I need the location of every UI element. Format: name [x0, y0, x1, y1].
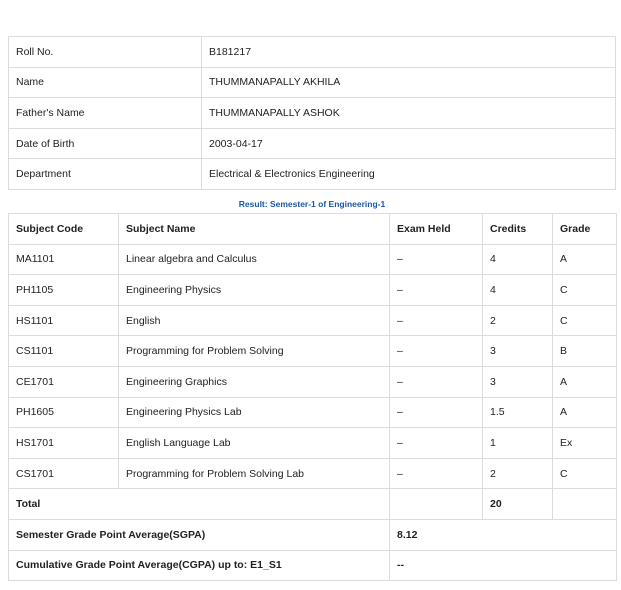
subject-name: Engineering Physics — [119, 275, 390, 306]
exam-held: – — [390, 305, 483, 336]
credits: 2 — [483, 458, 553, 489]
table-row — [9, 397, 617, 428]
subject-code: HS1701 — [9, 428, 119, 459]
total-credits: 20 — [483, 489, 553, 520]
sgpa-value: 8.12 — [390, 519, 617, 550]
subject-code: PH1105 — [9, 275, 119, 306]
sgpa-row — [9, 519, 617, 550]
subject-name: Engineering Graphics — [119, 366, 390, 397]
table-row — [9, 428, 617, 459]
grade: C — [553, 275, 617, 306]
credits: 4 — [483, 244, 553, 275]
credits-header: Credits — [483, 214, 553, 245]
grade-header: Grade — [553, 214, 617, 245]
table-row — [9, 458, 617, 489]
roll-row — [9, 37, 616, 68]
subject-name: Linear algebra and Calculus — [119, 244, 390, 275]
credits: 3 — [483, 336, 553, 367]
dob-row — [9, 128, 616, 159]
name-label: Name — [9, 67, 202, 98]
table-row — [9, 275, 617, 306]
subject-name: English — [119, 305, 390, 336]
subject-code: MA1101 — [9, 244, 119, 275]
father-name-value: THUMMANAPALLY ASHOK — [202, 98, 616, 129]
subject-code-header: Subject Code — [9, 214, 119, 245]
subject-code: HS1101 — [9, 305, 119, 336]
department-value: Electrical & Electronics Engineering — [202, 159, 616, 190]
cgpa-label: Cumulative Grade Point Average(CGPA) up to: E1_S1 — [9, 550, 390, 581]
credits: 2 — [483, 305, 553, 336]
department-row — [9, 159, 616, 190]
grade: B — [553, 336, 617, 367]
exam-held: – — [390, 458, 483, 489]
dob-value: 2003-04-17 — [202, 128, 616, 159]
cgpa-value: -- — [390, 550, 617, 581]
exam-held: – — [390, 366, 483, 397]
subject-code: CS1701 — [9, 458, 119, 489]
credits: 1.5 — [483, 397, 553, 428]
subject-code: PH1605 — [9, 397, 119, 428]
total-label: Total — [9, 489, 390, 520]
exam-held: – — [390, 397, 483, 428]
credits: 4 — [483, 275, 553, 306]
grade: C — [553, 305, 617, 336]
subject-code: CE1701 — [9, 366, 119, 397]
grade: C — [553, 458, 617, 489]
subject-name: Programming for Problem Solving Lab — [119, 458, 390, 489]
exam-held: – — [390, 428, 483, 459]
result-caption: Result: Semester-1 of Engineering-1 — [238, 199, 386, 209]
roll-label: Roll No. — [9, 37, 202, 68]
total-grade-empty — [553, 489, 617, 520]
sgpa-label: Semester Grade Point Average(SGPA) — [9, 519, 390, 550]
marks-table — [8, 213, 617, 581]
exam-held: – — [390, 336, 483, 367]
father-name-row — [9, 98, 616, 129]
grade: A — [553, 366, 617, 397]
roll-value: B181217 — [202, 37, 616, 68]
table-row — [9, 336, 617, 367]
credits: 1 — [483, 428, 553, 459]
total-exam-empty — [390, 489, 483, 520]
name-value: THUMMANAPALLY AKHILA — [202, 67, 616, 98]
marks-header-row — [9, 214, 617, 245]
exam-held: – — [390, 275, 483, 306]
subject-name: Engineering Physics Lab — [119, 397, 390, 428]
father-name-label: Father's Name — [9, 98, 202, 129]
dob-label: Date of Birth — [9, 128, 202, 159]
cgpa-row — [9, 550, 617, 581]
table-row — [9, 244, 617, 275]
name-row — [9, 67, 616, 98]
subject-code: CS1101 — [9, 336, 119, 367]
subject-name-header: Subject Name — [119, 214, 390, 245]
exam-held: – — [390, 244, 483, 275]
grade: A — [553, 397, 617, 428]
department-label: Department — [9, 159, 202, 190]
subject-name: English Language Lab — [119, 428, 390, 459]
grade: A — [553, 244, 617, 275]
exam-held-header: Exam Held — [390, 214, 483, 245]
table-row — [9, 366, 617, 397]
credits: 3 — [483, 366, 553, 397]
student-info-table — [8, 36, 616, 190]
table-row — [9, 305, 617, 336]
grade: Ex — [553, 428, 617, 459]
total-row — [9, 489, 617, 520]
subject-name: Programming for Problem Solving — [119, 336, 390, 367]
